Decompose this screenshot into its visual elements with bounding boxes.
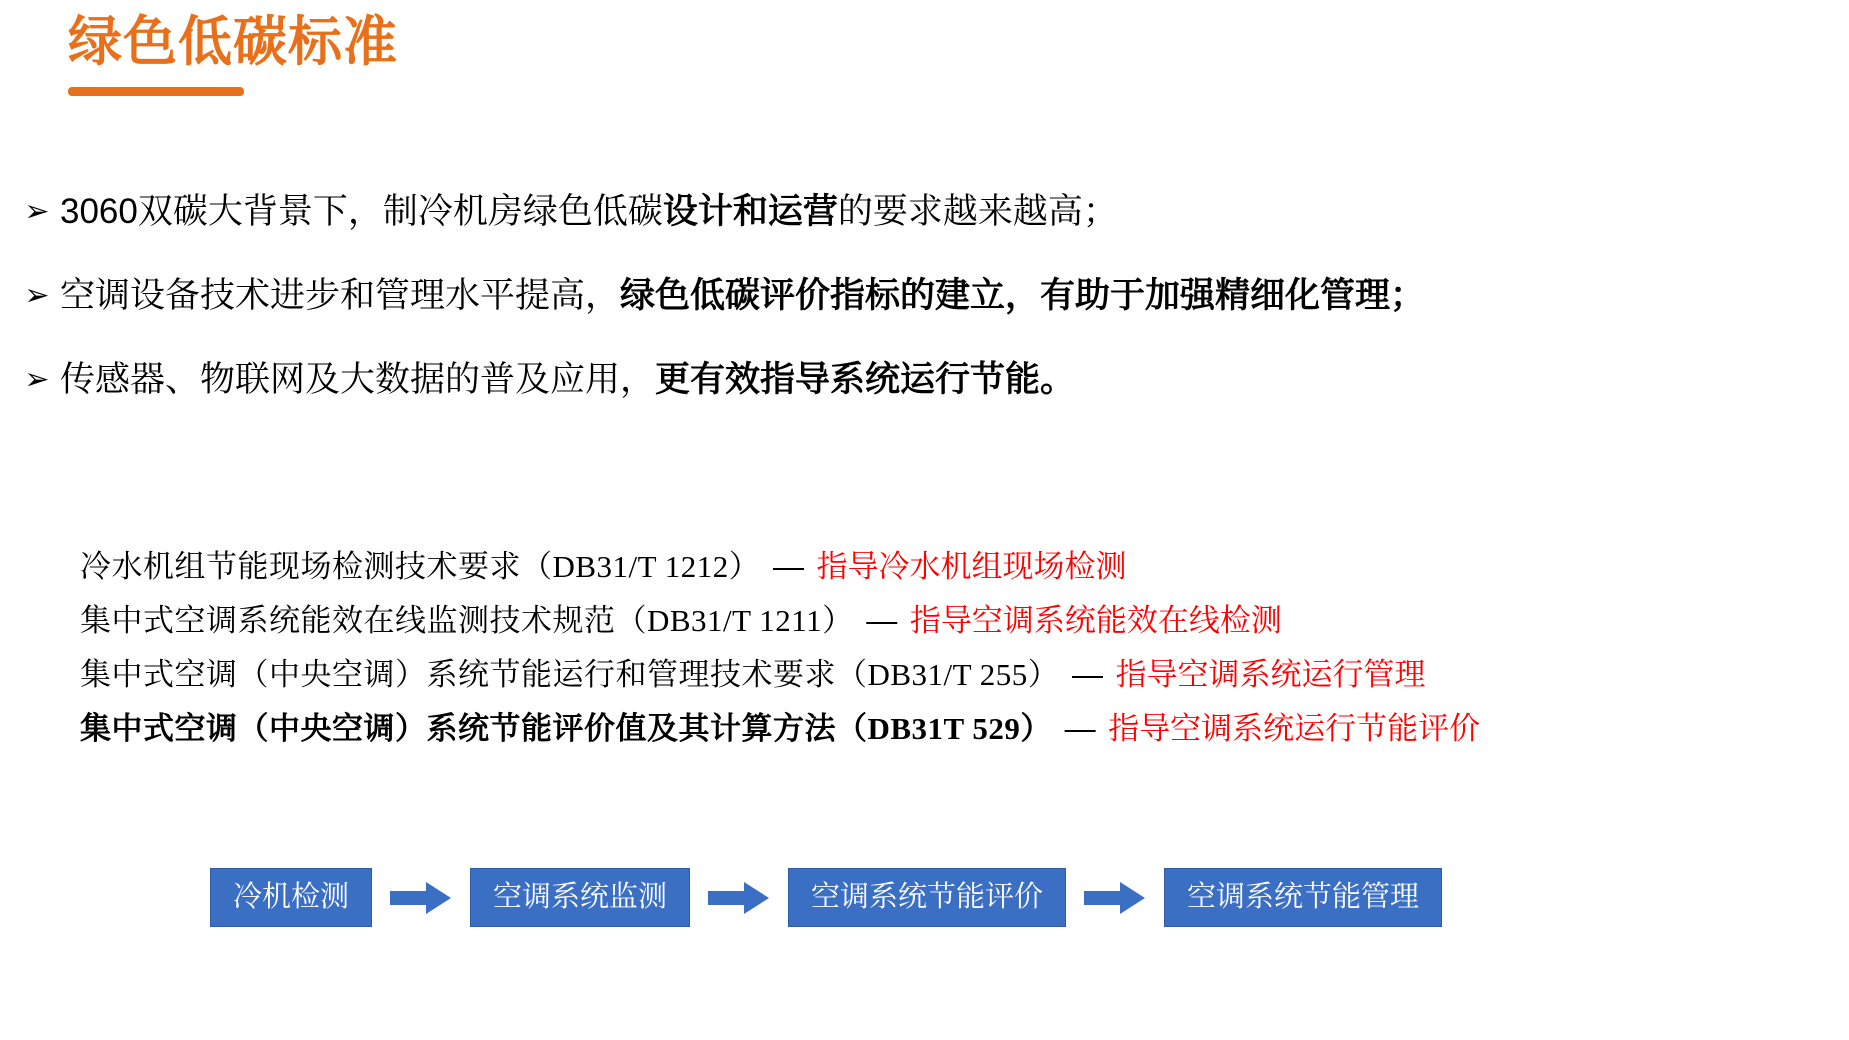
standard-purpose: 指导空调系统运行管理 — [1115, 657, 1426, 692]
standards-list — [80, 540, 1840, 756]
standard-name: 集中式空调系统能效在线监测技术规范（DB31/T 1211） — [80, 603, 854, 638]
bullet-segment-bold: 绿色低碳评价指标的建立，有助于加强精细化管理； — [620, 276, 1426, 315]
bullet-arrow-icon: ➢ — [24, 194, 50, 229]
page-title: 绿色低碳标准 — [68, 12, 398, 72]
bullet-arrow-icon: ➢ — [24, 362, 50, 397]
bullet-text — [60, 358, 1075, 402]
title-underline — [68, 87, 244, 96]
flow-step-4[interactable]: 空调系统节能管理 — [1164, 868, 1442, 927]
title-block — [68, 14, 398, 96]
standard-name: 冷水机组节能现场检测技术要求（DB31/T 1212） — [80, 549, 761, 584]
list-item — [14, 190, 1844, 234]
standard-item — [80, 648, 1840, 702]
bullet-text — [60, 274, 1425, 318]
standard-dash: — — [772, 549, 804, 584]
bullet-segment: 传感器、物联网及大数据的普及应用， — [60, 360, 656, 399]
bullet-segment-bold: 设计和运营 — [662, 192, 838, 231]
standard-item — [80, 702, 1840, 756]
flow-diagram — [210, 868, 1442, 927]
right-arrow-icon — [1082, 878, 1148, 918]
standard-dash: — — [1071, 657, 1103, 692]
flow-step-3[interactable]: 空调系统节能评价 — [788, 868, 1066, 927]
bullet-segment: 3060双碳大背景下，制冷机房绿色低碳 — [60, 192, 663, 231]
standard-purpose: 指导空调系统能效在线检测 — [909, 603, 1282, 638]
right-arrow-icon — [388, 878, 454, 918]
standard-name: 集中式空调（中央空调）系统节能评价值及其计算方法（DB31T 529） — [80, 711, 1052, 746]
flow-step-2[interactable]: 空调系统监测 — [470, 868, 690, 927]
standard-purpose: 指导冷水机组现场检测 — [816, 549, 1127, 584]
bullet-text — [60, 190, 1118, 234]
list-item — [14, 358, 1844, 402]
flow-step-1[interactable]: 冷机检测 — [210, 868, 372, 927]
standard-name: 集中式空调（中央空调）系统节能运行和管理技术要求（DB31/T 255） — [80, 657, 1060, 692]
standard-item — [80, 540, 1840, 594]
bullet-segment: 的要求越来越高； — [837, 192, 1118, 231]
right-arrow-icon — [706, 878, 772, 918]
bullet-list — [14, 190, 1844, 442]
standard-dash: — — [1064, 711, 1096, 746]
bullet-segment: 空调设备技术进步和管理水平提高， — [60, 276, 621, 315]
standard-item — [80, 594, 1840, 648]
standard-purpose: 指导空调系统运行节能评价 — [1108, 711, 1481, 746]
bullet-arrow-icon: ➢ — [24, 278, 50, 313]
standard-dash: — — [866, 603, 898, 638]
list-item — [14, 274, 1844, 318]
bullet-segment-bold: 更有效指导系统运行节能。 — [655, 360, 1076, 399]
